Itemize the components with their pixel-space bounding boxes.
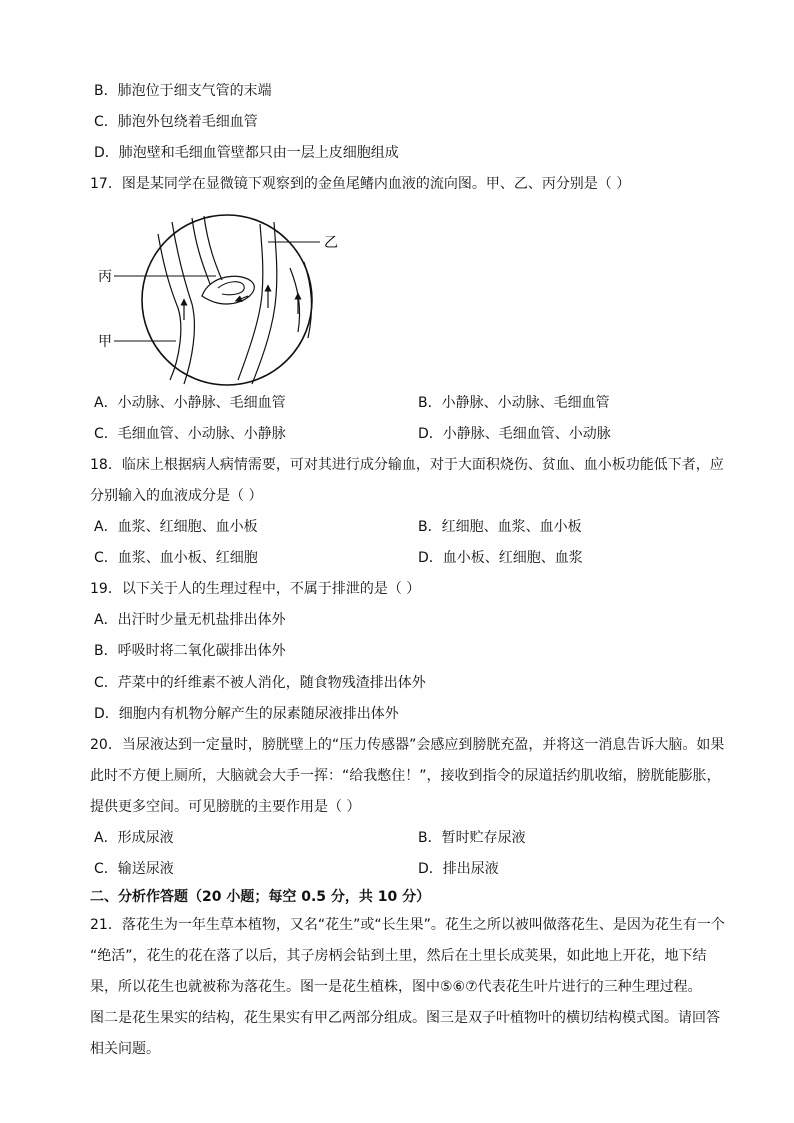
blood-flow-diagram xyxy=(92,208,352,390)
q17-option-c: C．毛细血管、小动脉、小静脉 xyxy=(94,426,286,442)
q18-option-b: B．红细胞、血浆、血小板 xyxy=(418,519,582,535)
q21-line1: 21．落花生为一年生草本植物，又名“花生”或“长生果”。花生之所以被叫做落花生、是因为花生有一个 xyxy=(90,917,725,933)
q17-option-d: D．小静脉、毛细血管、小动脉 xyxy=(418,426,611,442)
q18-stem-line2: 分别输入的血液成分是（ ） xyxy=(90,488,263,504)
q20-stem-line3: 提供更多空间。可见膀胱的主要作用是（ ） xyxy=(90,799,361,815)
q19-option-c: C．芹菜中的纤维素不被人消化，随食物残渣排出体外 xyxy=(94,675,426,691)
label-jia: 甲 xyxy=(98,334,112,350)
q20-option-a: A．形成尿液 xyxy=(94,830,174,846)
q21-line4: 图二是花生果实的结构，花生果实有甲乙两部分组成。图三是双子叶植物叶的横切结构模式图。请回答 xyxy=(90,1010,720,1026)
q16-option-b: B．肺泡位于细支气管的末端 xyxy=(94,83,272,99)
q18-option-a: A．血浆、红细胞、血小板 xyxy=(94,519,258,535)
section-heading: 二、分析作答题（20 小题；每空 0.5 分，共 10 分） xyxy=(90,889,431,905)
label-bing: 丙 xyxy=(98,269,112,285)
microscope-field xyxy=(142,215,312,385)
q18-stem-line1: 18．临床上根据病人病情需要，可对其进行成分输血，对于大面积烧伤、贫血、血小板功能低下者，应 xyxy=(90,457,724,473)
q20-option-c: C．输送尿液 xyxy=(94,861,174,877)
q18-option-c: C．血浆、血小板、红细胞 xyxy=(94,550,258,566)
q20-option-d: D．排出尿液 xyxy=(418,861,499,877)
q16-option-d: D．肺泡壁和毛细血管壁都只由一层上皮细胞组成 xyxy=(94,145,399,161)
q21-line3: 果，所以花生也就被称为落花生。图一是花生植株，图中⑤⑥⑦代表花生叶片进行的三种生理过程。 xyxy=(90,979,702,995)
q19-option-d: D．细胞内有机物分解产生的尿素随尿液排出体外 xyxy=(94,706,399,722)
q20-stem-line1: 20．当尿液达到一定量时，膀胱壁上的“压力传感器”会感应到膀胱充盈，并将这一消息告诉大脑。如果 xyxy=(90,737,725,753)
q17-option-a: A．小动脉、小静脉、毛细血管 xyxy=(94,395,286,411)
q20-option-b: B．暂时贮存尿液 xyxy=(418,830,526,846)
q19-stem: 19．以下关于人的生理过程中，不属于排泄的是（ ） xyxy=(90,581,421,597)
q21-line2: “绝活”，花生的花在落了以后，其子房柄会钻到土里，然后在土里长成荚果，如此地上开花，地下结 xyxy=(90,948,707,964)
q20-stem-line2: 此时不方便上厕所，大脑就会大手一挥：“给我憋住！”，接收到指令的尿道括约肌收缩，膀胱能膨胀， xyxy=(90,768,721,784)
q16-option-c: C．肺泡外包绕着毛细血管 xyxy=(94,114,258,130)
q19-option-a: A．出汗时少量无机盐排出体外 xyxy=(94,612,286,628)
q21-line5: 相关问题。 xyxy=(90,1041,160,1057)
q17-stem: 17．图是某同学在显微镜下观察到的金鱼尾鳍内血液的流向图。甲、乙、丙分别是（ ） xyxy=(90,176,631,192)
q19-option-b: B．呼吸时将二氧化碳排出体外 xyxy=(94,643,286,659)
q18-option-d: D．血小板、红细胞、血浆 xyxy=(418,550,583,566)
label-yi: 乙 xyxy=(324,235,338,251)
q17-option-b: B．小静脉、小动脉、毛细血管 xyxy=(418,395,610,411)
